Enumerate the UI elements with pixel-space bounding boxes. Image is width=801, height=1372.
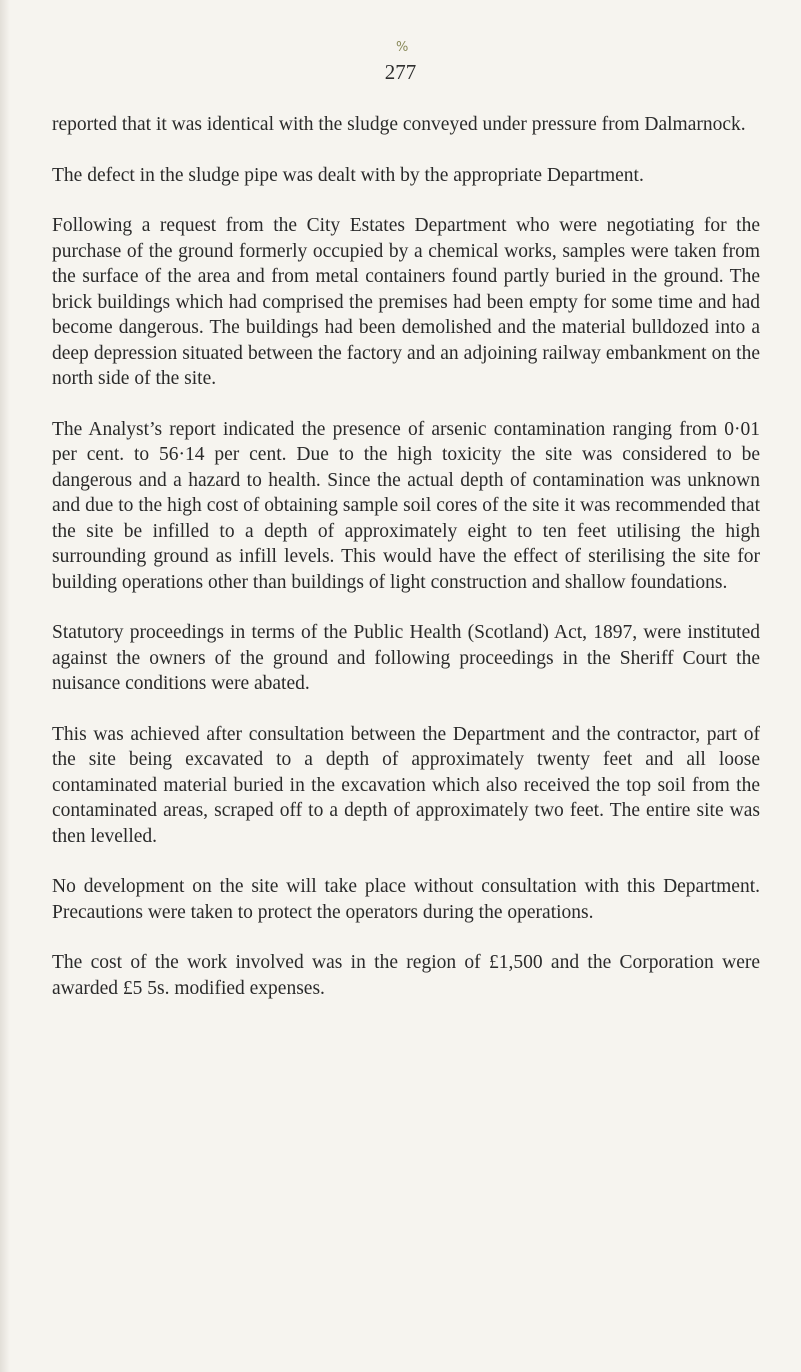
page-edge — [0, 0, 10, 1372]
paragraph-5: Statutory proceedings in terms of the Public Health (Scotland) Act, 1897, were instituted against the owners of the ground and following proceedings in the Sheriff Court the nuisance conditions were abated. — [52, 622, 760, 694]
margin-mark: % — [396, 40, 409, 55]
paragraph-8: The cost of the work involved was in the region of £1,500 and the Corporation were awarded £5 5s. modified expenses. — [52, 952, 760, 999]
paragraph-1: reported that it was identical with the sludge conveyed under pressure from Dalmarnock. — [52, 114, 746, 135]
paragraph-4: The Analyst’s report indicated the presence of arsenic contamination ranging from 0·01 per cent. to 56·14 per cent. Due to the high toxicity the site was considered to be dangerous and a hazard to health. Since the actual depth of contamination was unknown and due to the high cost of obtaining sample soil cores of the site it was recommended that the site be infilled to a depth of approximately eight to ten feet utilising the high surrounding ground as infill levels. This would have the effect of sterilising the site for building operations other than buildings of light construction and shallow foundations. — [52, 418, 760, 593]
paragraph-6: This was achieved after consultation between the Department and the contractor, part of the site being excavated to a depth of approximately twenty feet and all loose contaminated material buried in the excavation which also received the top soil from the contaminated areas, scraped off to a depth of approximately two feet. The entire site was then levelled. — [52, 723, 760, 847]
paragraph-2: The defect in the sludge pipe was dealt with by the appropriate Department. — [52, 164, 644, 186]
body-text — [52, 112, 760, 1026]
paragraph-7: No development on the site will take place without consultation with this Department. Precautions were taken to protect the operators during the operations. — [52, 876, 760, 923]
page-number: 277 — [384, 60, 417, 84]
paragraph-3: Following a request from the City Estates Department who were negotiating for the purchase of the ground formerly occupied by a chemical works, samples were taken from the surface of the area and from metal containers found partly buried in the ground. The brick buildings which had comprised the premises had been empty for some time and had become dangerous. The buildings had been demolished and the material bulldozed into a deep depression situated between the factory and an adjoining railway embankment on the north side of the site. — [52, 215, 760, 389]
